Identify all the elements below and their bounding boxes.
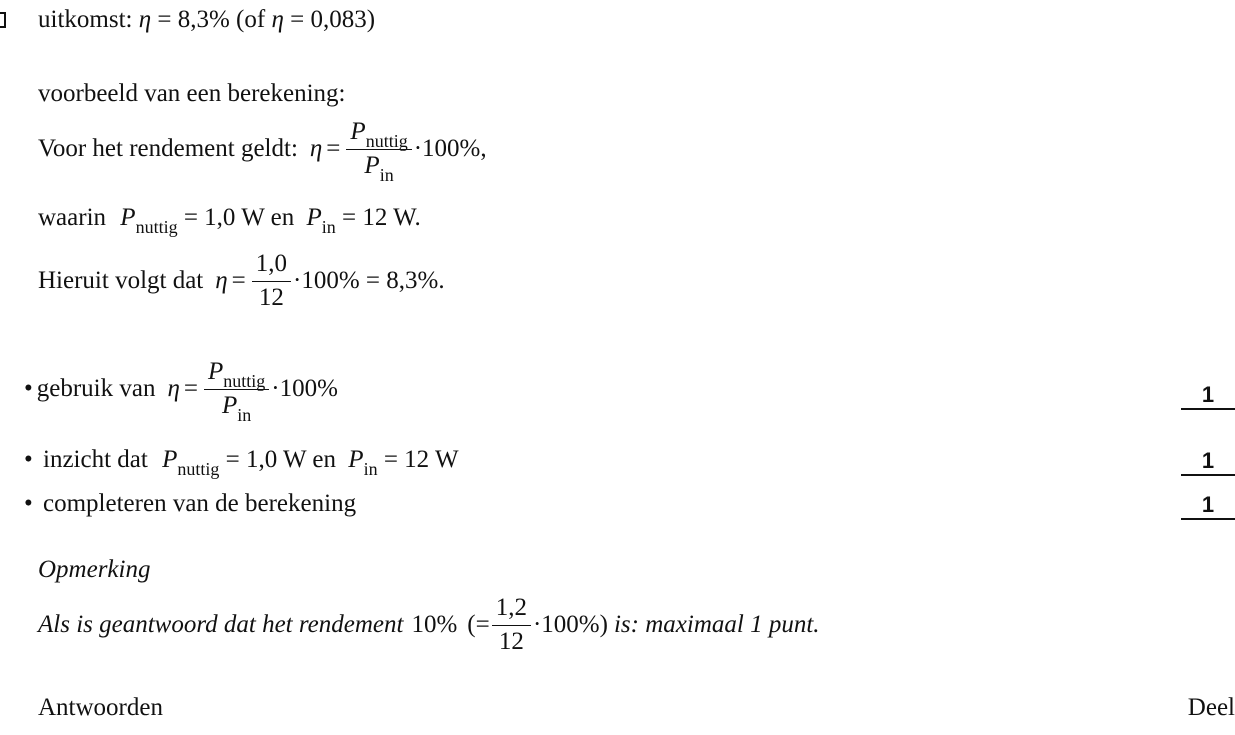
remark-text <box>38 594 820 657</box>
equals-sign: = <box>231 267 246 295</box>
bullet: • <box>24 490 33 517</box>
criterion-1 <box>24 358 338 425</box>
footer-left: Antwoorden <box>38 694 163 721</box>
fraction-numerator: $P_{nuttig}$ <box>204 358 269 390</box>
eta-symbol: η <box>215 267 228 295</box>
values-intro: waarin <box>38 204 107 231</box>
score-1: 1 <box>1181 382 1235 410</box>
p-symbol: P <box>120 204 136 231</box>
remark-text-pre: Als is geantwoord dat het rendement <box>38 611 404 639</box>
answer-value: = 8,3% (of <box>157 6 266 33</box>
p-nuttig-value: = 1,0 W en <box>183 204 295 231</box>
p-in-value: = 12 W <box>383 446 459 473</box>
subscript-nuttig: nuttig <box>135 217 178 237</box>
fraction <box>204 358 269 425</box>
score-2: 1 <box>1181 448 1235 476</box>
subscript-in: in <box>363 459 378 479</box>
bullet: • <box>24 446 33 473</box>
formula-intro-text: Voor het rendement geldt: <box>38 135 298 163</box>
eta-symbol: η <box>138 6 152 33</box>
equals-sign: = <box>183 375 198 403</box>
p-nuttig-value: = 1,0 W en <box>225 446 337 473</box>
p-in-value: = 12 W. <box>342 204 421 231</box>
remark-percent: 10% <box>411 611 458 639</box>
fraction <box>346 118 411 185</box>
example-intro: voorbeeld van een berekening: <box>38 80 346 107</box>
criterion-factor: ·100% <box>271 375 338 403</box>
fraction-denominator: $P_{in}$ <box>364 151 394 185</box>
criterion-text: completeren van de berekening <box>43 490 357 517</box>
eta-symbol: η <box>271 6 284 33</box>
checkbox-marker <box>0 12 6 28</box>
remark-paren-open: (= <box>467 611 490 639</box>
criterion-3 <box>24 490 356 518</box>
result-line <box>38 250 445 313</box>
subscript-in: in <box>321 217 336 237</box>
fraction <box>252 250 291 313</box>
bullet: • <box>24 375 33 403</box>
subscript-nuttig: nuttig <box>177 459 220 479</box>
remark-paren-close: ·100%) <box>532 611 608 639</box>
p-symbol: P <box>162 446 178 473</box>
remark-title: Opmerking <box>38 556 151 583</box>
footer-right: Deel <box>1187 694 1235 721</box>
criterion-text: gebruik van <box>36 375 156 403</box>
score-3: 1 <box>1181 492 1235 520</box>
result-intro: Hieruit volgt dat <box>38 267 204 295</box>
fraction-denominator: 12 <box>258 283 284 311</box>
equals-sign: = <box>326 135 341 163</box>
eta-symbol: η <box>167 375 180 403</box>
remark-text-post: is: maximaal 1 punt. <box>613 611 820 639</box>
fraction-numerator: 1,0 <box>252 250 291 282</box>
answer-line <box>38 6 375 34</box>
answer-value-decimal: = 0,083) <box>290 6 376 33</box>
fraction-denominator: $P_{in}$ <box>222 391 252 425</box>
formula-factor: ·100%, <box>413 135 487 163</box>
values-line <box>38 204 421 237</box>
p-symbol: P <box>348 446 364 473</box>
answer-label: uitkomst: <box>38 6 133 33</box>
criterion-text: inzicht dat <box>43 446 148 473</box>
fraction <box>492 594 531 657</box>
criterion-2 <box>24 446 459 479</box>
fraction-numerator: 1,2 <box>492 594 531 626</box>
eta-symbol: η <box>309 135 323 163</box>
result-value: ·100% = 8,3%. <box>293 267 445 295</box>
efficiency-formula-line <box>38 118 487 185</box>
fraction-denominator: 12 <box>498 627 524 655</box>
fraction-numerator: $P_{nuttig}$ <box>346 118 411 150</box>
p-symbol: P <box>306 204 322 231</box>
